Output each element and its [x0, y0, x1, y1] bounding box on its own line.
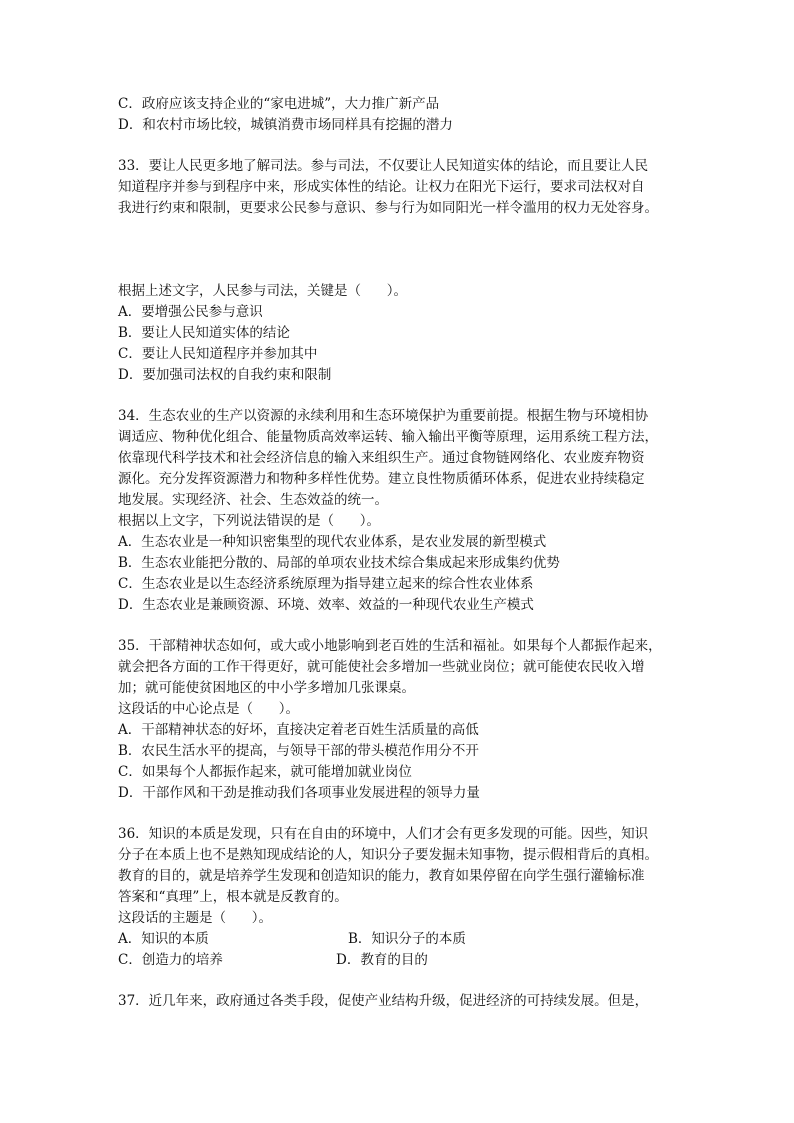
q35-option-d: D．干部作风和干劲是推动我们各项事业发展进程的领导力量 [118, 785, 480, 801]
document-page [118, 94, 688, 1012]
q34-passage-line: 调适应、物种优化组合、能量物质高效率运转、输入输出平衡等原理，运用系统工程方法， [118, 429, 658, 445]
q35-option-a: A．干部精神状态的好坏，直接决定着老百姓生活质量的高低 [118, 722, 479, 738]
q34-passage-line: 源化。充分发挥资源潜力和物种多样性优势。建立良性物质循环体系，促进农业持续稳定 [118, 471, 645, 487]
q34-passage-line: 地发展。实现经济、社会、生态效益的统一。 [118, 492, 388, 508]
q35-option-b: B．农民生活水平的提高，与领导干部的带头模范作用分不开 [118, 743, 479, 759]
q36-passage-line: 36．知识的本质是发现，只有在自由的环境中，人们才会有更多发现的可能。因些，知识 [118, 826, 649, 842]
q32-option-d: D．和农村市场比较，城镇消费市场同样具有挖掘的潜力 [118, 117, 453, 133]
q36-option-b: B．知识分子的本质 [348, 931, 466, 947]
q36-question: 这段话的主题是（ ）。 [118, 910, 272, 926]
q36-option-d: D．教育的目的 [336, 952, 428, 968]
q34-option-b: B．生态农业能把分散的、局部的单项农业技术综合集成起来形成集约优势 [118, 555, 560, 571]
q35-passage-line: 加；就可能使贫困地区的中小学多增加几张课桌。 [118, 680, 415, 696]
q33-passage-line: 33．要让人民更多地了解司法。参与司法，不仅要让人民知道实体的结论，而且要让人民 [118, 158, 649, 174]
q33-passage-line: 知道程序并参与到程序中来，形成实体性的结论。让权力在阳光下运行，要求司法权对自 [118, 179, 645, 195]
q35-question: 这段话的中心论点是（ ）。 [118, 701, 299, 717]
q33-passage-line: 我进行约束和限制，更要求公民参与意识、参与行为如同阳光一样令滥用的权力无处容身。 [118, 200, 658, 216]
q33-option-a: A．要增强公民参与意识 [118, 304, 263, 320]
question-34 [118, 406, 688, 616]
q36-option-a: A．知识的本质 [118, 931, 209, 947]
q33-option-d: D．要加强司法权的自我约束和限制 [118, 367, 332, 383]
q32-option-c: C．政府应该支持企业的“家电进城”，大力推广新产品 [118, 96, 440, 112]
q36-options-row [118, 929, 688, 950]
q36-passage-line: 答案和“真理”上，根本就是反教育的。 [118, 889, 348, 905]
q33-option-b: B．要让人民知道实体的结论 [118, 325, 290, 341]
q36-passage-line: 分子在本质上也不是熟知现成结论的人，知识分子要发掘未知事物，提示假相背后的真相。 [118, 847, 658, 863]
q33-question: 根据上述文字，人民参与司法，关键是（ ）。 [118, 283, 407, 299]
q34-option-d: D．生态农业是兼顾资源、环境、效率、效益的一种现代农业生产模式 [118, 597, 534, 613]
question-35 [118, 636, 688, 804]
q35-option-c: C．如果每个人都振作起来，就可能增加就业岗位 [118, 764, 412, 780]
q34-passage-line: 34．生态农业的生产以资源的永续利用和生态环境保护为重要前提。根据生物与环境相协 [118, 408, 649, 424]
q36-options-row [118, 950, 688, 971]
q34-option-c: C．生态农业是以生态经济系统原理为指导建立起来的综合性农业体系 [118, 576, 534, 592]
q35-passage-line: 就会把各方面的工作干得更好，就可能使社会多增加一些就业岗位；就可能使农民收入增 [118, 659, 645, 675]
q34-option-a: A．生态农业是一种知识密集型的现代农业体系，是农业发展的新型模式 [118, 534, 547, 550]
q37-passage-line: 37．近几年来，政府通过各类手段，促使产业结构升级，促进经济的可持续发展。但是， [118, 993, 649, 1009]
q35-passage-line: 35．干部精神状态如何，或大或小地影响到老百姓的生活和福祉。如果每个人都振作起来， [118, 638, 662, 654]
q36-passage-line: 教育的目的，就是培养学生发现和创造知识的能力，教育如果停留在向学生强行灌输标准 [118, 868, 645, 884]
q34-passage-line: 依靠现代科学技术和社会经济信息的输入来组织生产。通过食物链网络化、农业废弃物资 [118, 450, 645, 466]
question-33 [118, 156, 688, 386]
question-36 [118, 824, 688, 971]
question-37 [118, 991, 688, 1012]
question-32-tail [118, 94, 688, 136]
q36-option-c: C．创造力的培养 [118, 952, 223, 968]
q33-option-c: C．要让人民知道程序并参加其中 [118, 346, 318, 362]
q34-question: 根据以上文字，下列说法错误的是（ ）。 [118, 513, 380, 529]
